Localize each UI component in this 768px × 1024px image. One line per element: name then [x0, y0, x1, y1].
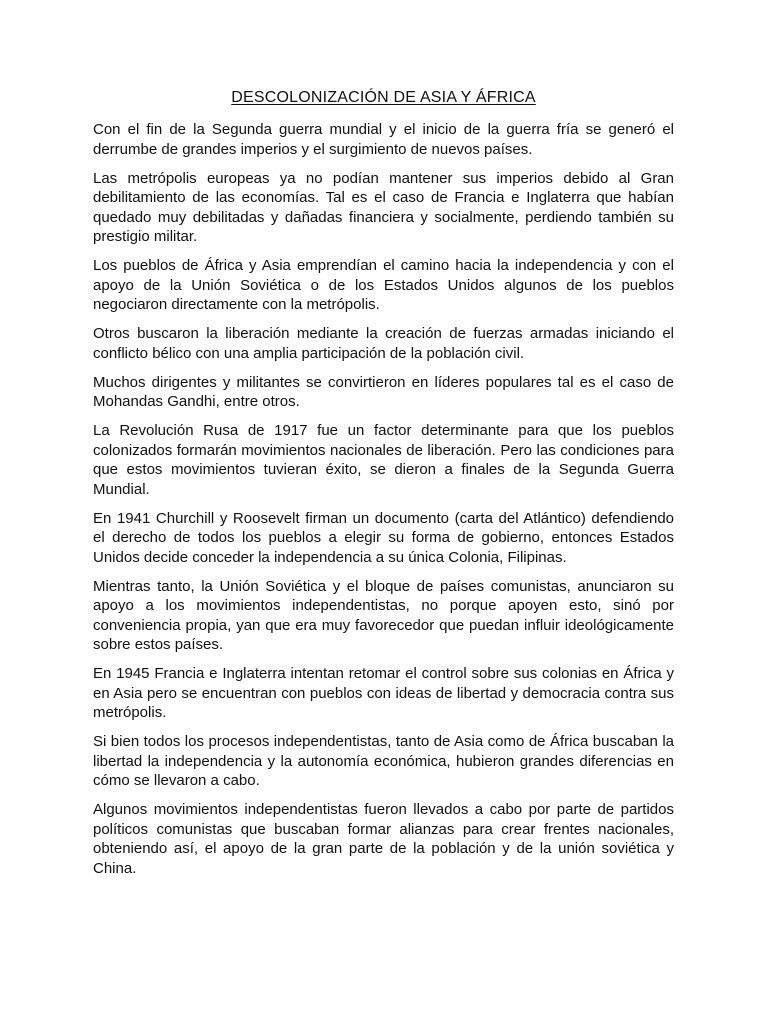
- document-page: [93, 88, 674, 888]
- paragraph-11: Algunos movimientos independentistas fueron llevados a cabo por parte de partidos políticos comunistas que buscaban formar alianzas para crear frentes nacionales, obteniendo así, el apoyo de la gran parte de la población y de la unión soviética y China.: [93, 801, 674, 877]
- paragraph-1: Con el fin de la Segunda guerra mundial y el inicio de la guerra fría se generó el derrumbe de grandes imperios y el surgimiento de nuevos países.: [93, 121, 674, 158]
- paragraph-8: Mientras tanto, la Unión Soviética y el bloque de países comunistas, anunciaron su apoyo a los movimientos independentistas, no porque apoyen esto, sinó por conveniencia propia, yan que era muy favorecedor que puedan influir ideológicamente sobre estos países.: [93, 577, 674, 653]
- paragraph-7: En 1941 Churchill y Roosevelt firman un documento (carta del Atlántico) defendiendo el derecho de todos los pueblos a elegir su forma de gobierno, entonces Estados Unidos decide conceder la independencia a su única Colonia, Filipinas.: [93, 509, 674, 566]
- paragraph-5: Muchos dirigentes y militantes se convirtieron en líderes populares tal es el caso de Mohandas Gandhi, entre otros.: [93, 373, 674, 410]
- paragraph-2: Las metrópolis europeas ya no podían mantener sus imperios debido al Gran debilitamiento de las economías. Tal es el caso de Francia e Inglaterra que habían quedado muy debilitadas y dañadas financiera y socialmente, perdiendo también su prestigio militar.: [93, 169, 674, 245]
- paragraph-4: Otros buscaron la liberación mediante la creación de fuerzas armadas iniciando el conflicto bélico con una amplia participación de la población civil.: [93, 325, 674, 362]
- paragraph-6: La Revolución Rusa de 1917 fue un factor determinante para que los pueblos colonizados formarán movimientos nacionales de liberación. Pero las condiciones para que estos movimientos tuvieran éxito, se dieron a finales de la Segunda Guerra Mundial.: [93, 422, 674, 498]
- document-title: DESCOLONIZACIÓN DE ASIA Y ÁFRICA: [231, 89, 536, 106]
- paragraph-3: Los pueblos de África y Asia emprendían el camino hacia la independencia y con el apoyo de la Unión Soviética o de los Estados Unidos algunos de los pueblos negociaron directamente con la metrópolis.: [93, 257, 674, 313]
- paragraph-10: Si bien todos los procesos independentistas, tanto de Asia como de África buscaban la libertad la independencia y la autonomía económica, hubieron grandes diferencias en cómo se llevaron a cabo.: [93, 733, 674, 789]
- paragraph-9: En 1945 Francia e Inglaterra intentan retomar el control sobre sus colonias en África y en Asia pero se encuentran con pueblos con ideas de libertad y democracia contra sus metrópolis.: [93, 665, 674, 721]
